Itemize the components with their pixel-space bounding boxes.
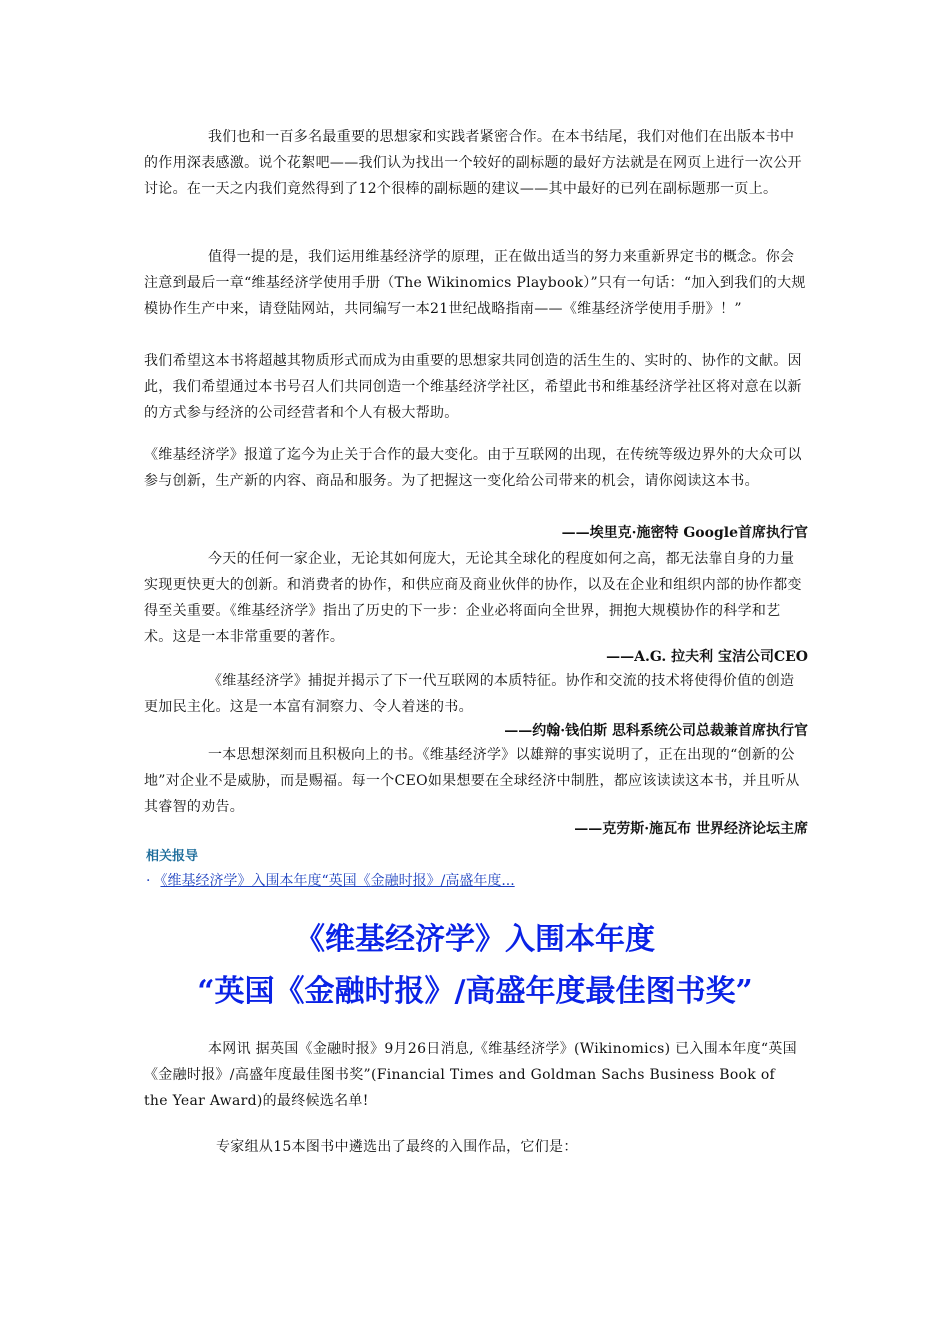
bullet-icon: · xyxy=(146,873,151,889)
attribution-schmidt: ——埃里克·施密特 Google首席执行官 xyxy=(561,525,808,541)
paragraph-collaboration: 我们也和一百多名最重要的思想家和实践者紧密合作。在本书结尾，我们对他们在出版本书中的作用深表感激。说个花絮吧——我们认为找出一个较好的副标题的最好方法就是在网页上进行一次公开讨论。在一天之内我们竟然得到了12个很棒的副标题的建议——其中最好的已列在副标题那一页上。 xyxy=(144,129,802,197)
related-reports-heading: 相关报导 xyxy=(146,849,199,864)
news-headline-line2: “英国《金融时报》/高盛年度最佳图书奖” xyxy=(197,974,753,1009)
attribution-schwab: ——克劳斯·施瓦布 世界经济论坛主席 xyxy=(574,821,808,837)
news-headline-line1: 《维基经济学》入围本年度 xyxy=(295,922,655,957)
news-paragraph-panel: 专家组从15本图书中遴选出了最终的入围作品，它们是： xyxy=(216,1139,578,1155)
related-report-item xyxy=(146,870,515,890)
news-paragraph-shortlist: 本网讯 据英国《金融时报》9月26日消息,《维基经济学》(Wikinomics) 已入围本年度“英国《金融时报》/高盛年度最佳图书奖”(Financial Times and Goldman Sachs Business Book of the Year Award)的最终候选名单! xyxy=(144,1041,797,1109)
paragraph-community-hope: 我们希望这本书将超越其物质形式而成为由重要的思想家共同创造的活生生的、实时的、协作的文献。因此，我们希望通过本书号召人们共同创造一个维基经济学社区，希望此书和维基经济学社区将对意在以新的方式参与经济的公司经营者和个人有极大帮助。 xyxy=(144,353,802,421)
related-report-link[interactable]: 《维基经济学》入围本年度“英国《金融时报》/高盛年度... xyxy=(160,873,515,889)
quote-chambers: 《维基经济学》捕捉并揭示了下一代互联网的本质特征。协作和交流的技术将使得价值的创造更加民主化。这是一本富有洞察力、令人着迷的书。 xyxy=(144,673,795,715)
paragraph-redefine-book: 值得一提的是，我们运用维基经济学的原理，正在做出适当的努力来重新界定书的概念。你会注意到最后一章“维基经济学使用手册（The Wikinomics Playbook）”只有一句话：“加入到我们的大规模协作生产中来，请登陆网站，共同编写一本21世纪战略指南——《维基经济学使用手册》！” xyxy=(144,249,806,317)
quote-schmidt: 《维基经济学》报道了迄今为止关于合作的最大变化。由于互联网的出现，在传统等级边界外的大众可以参与创新，生产新的内容、商品和服务。为了把握这一变化给公司带来的机会，请你阅读这本书。 xyxy=(144,447,802,489)
quote-schwab: 一本思想深刻而且积极向上的书。《维基经济学》以雄辩的事实说明了，正在出现的“创新的公地”对企业不是威胁，而是赐福。每一个CEO如果想要在全球经济中制胜，都应该读读这本书，并且听从其睿智的劝告。 xyxy=(144,747,800,815)
quote-lafley: 今天的任何一家企业，无论其如何庞大，无论其全球化的程度如何之高，都无法靠自身的力量实现更快更大的创新。和消费者的协作，和供应商及商业伙伴的协作，以及在企业和组织内部的协作都变得至关重要。《维基经济学》指出了历史的下一步：企业必将面向全世界，拥抱大规模协作的科学和艺术。这是一本非常重要的著作。 xyxy=(144,551,802,645)
attribution-lafley: ——A.G. 拉夫利 宝洁公司CEO xyxy=(606,649,808,665)
attribution-chambers: ——约翰·钱伯斯 思科系统公司总裁兼首席执行官 xyxy=(504,723,808,739)
